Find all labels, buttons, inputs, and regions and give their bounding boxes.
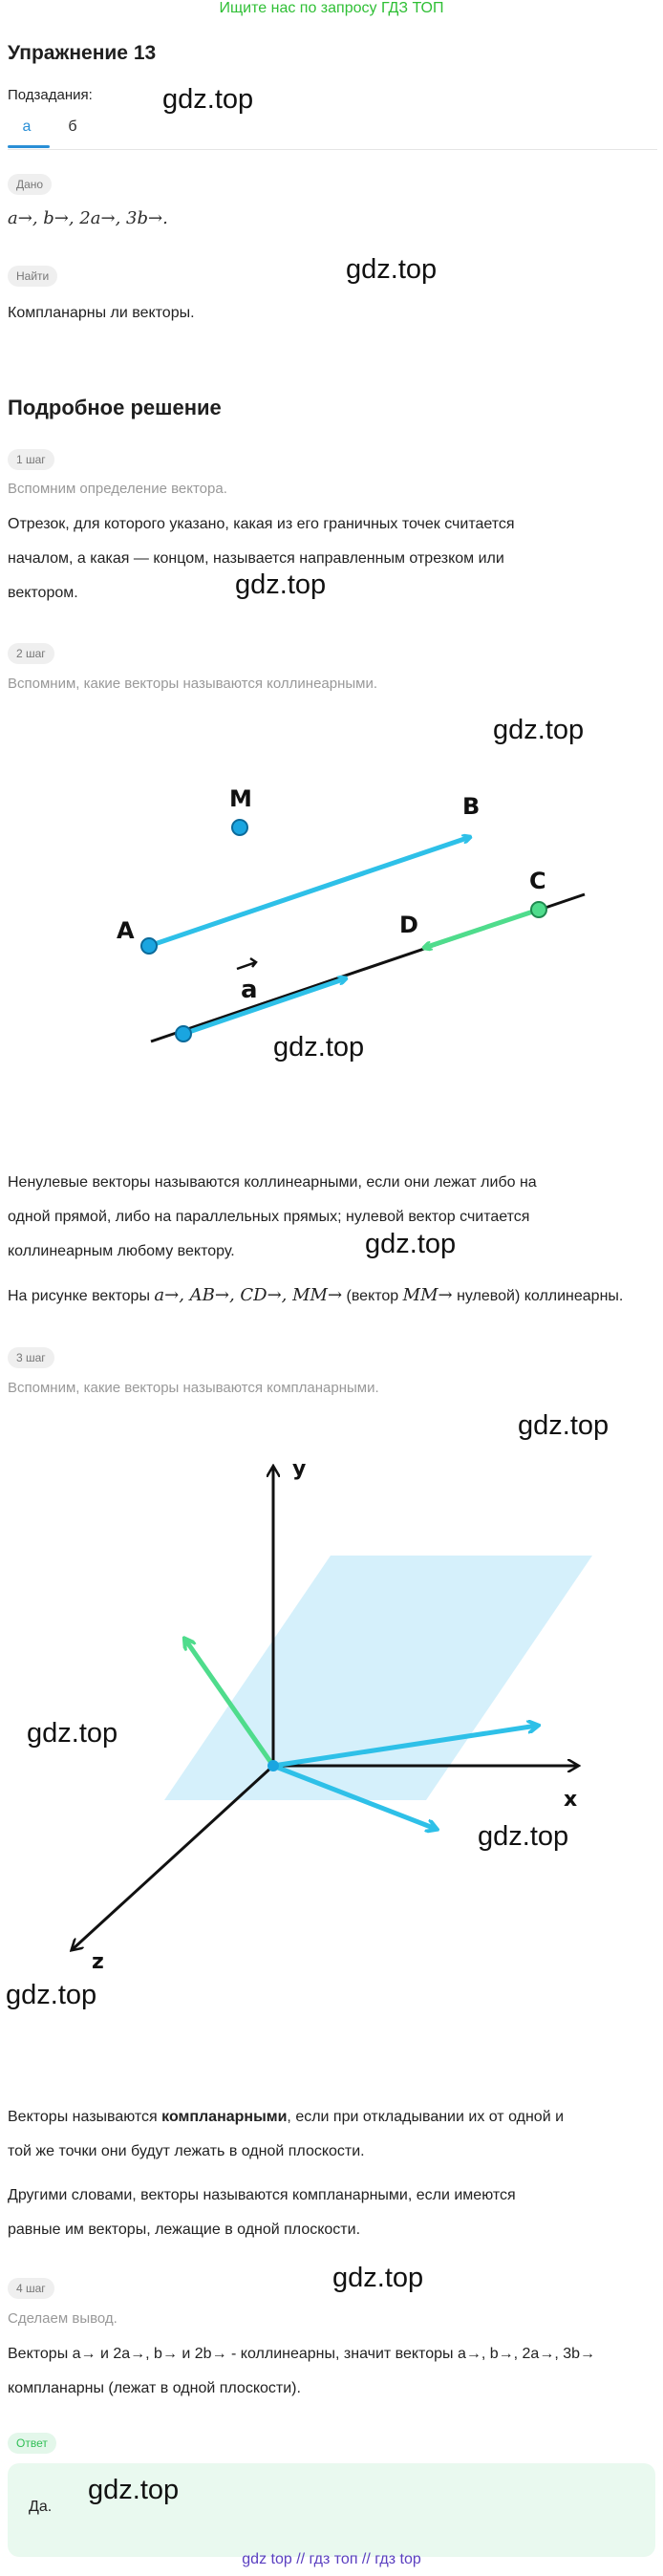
label-a: A	[117, 917, 135, 944]
vector-a	[183, 978, 346, 1034]
step4-badge: 4 шаг	[8, 2278, 54, 2299]
plane	[164, 1556, 592, 1800]
label-vector-a: a	[241, 976, 258, 1004]
top-banner[interactable]: Ищите нас по запросу ГДЗ ТОП	[219, 0, 444, 16]
watermark: gdz.top	[493, 715, 585, 745]
answer-badge: Ответ	[8, 2433, 56, 2454]
given-vectors: a→, b→, 2a→, 3b→.	[8, 208, 168, 228]
active-tab-indicator	[8, 145, 50, 148]
step3-other-line1: Другими словами, векторы называются компланарными, если имеются	[8, 2187, 516, 2203]
watermark: gdz.top	[88, 2475, 180, 2505]
answer-text: Да.	[29, 2499, 53, 2515]
figure-mid: (вектор	[346, 1288, 399, 1304]
label-m: M	[229, 785, 252, 812]
step2-line1: Ненулевые векторы называются коллинеарными, если они лежат либо на	[8, 1174, 537, 1191]
step3-hint: Вспомним, какие векторы называются компланарными.	[8, 1380, 379, 1396]
label-b: B	[462, 793, 481, 820]
coplanar-term: компланарными	[161, 2109, 288, 2125]
watermark: gdz.top	[365, 1229, 457, 1259]
step2-badge: 2 шаг	[8, 643, 54, 664]
step2-hint: Вспомним, какие векторы называются коллинеарными.	[8, 676, 378, 692]
vector-ab	[149, 837, 470, 946]
solution-title: Подробное решение	[8, 396, 222, 419]
step1-line3: вектором.	[8, 585, 78, 601]
step1-hint: Вспомним определение вектора.	[8, 481, 227, 497]
label-y: y	[292, 1457, 307, 1481]
step3-other-line2: равные им векторы, лежащие в одной плоскости.	[8, 2222, 361, 2238]
figure-suffix: нулевой) коллинеарны.	[457, 1288, 624, 1304]
tabs-divider	[8, 149, 657, 150]
label-vector-a-arrow	[237, 958, 256, 969]
step1-line1: Отрезок, для которого указано, какая из его граничных точек считается	[8, 516, 515, 532]
point-m	[232, 820, 247, 835]
figure-prefix: На рисунке векторы	[8, 1288, 150, 1304]
watermark: gdz.top	[332, 2263, 424, 2293]
watermark: gdz.top	[346, 254, 438, 285]
vector-cd	[424, 910, 539, 948]
label-x: x	[564, 1788, 578, 1812]
step3-badge: 3 шаг	[8, 1347, 54, 1368]
figure-vectors: a→, AB→, CD→, MM→	[154, 1285, 343, 1305]
step3-definition-line1: Векторы называются компланарными, если при откладывании их от одной и	[8, 2109, 565, 2125]
watermark: gdz.top	[518, 1410, 610, 1441]
find-badge: Найти	[8, 266, 57, 287]
watermark: gdz.top	[273, 1032, 365, 1063]
watermark: gdz.top	[27, 1718, 118, 1749]
subtasks-label: Подзадания:	[8, 87, 93, 103]
watermark: gdz.top	[478, 1821, 569, 1852]
point-a	[141, 938, 157, 954]
step4-conclusion-line1: Векторы a→ и 2a→, b→ и 2b→ - коллинеарны, значит векторы a→, b→, 2a→, 3b→	[8, 2346, 596, 2362]
step2-line3: коллинеарным любому вектору.	[8, 1243, 235, 1259]
origin-point	[267, 1760, 279, 1771]
step4-hint: Сделаем вывод.	[8, 2310, 118, 2327]
watermark: gdz.top	[235, 569, 327, 600]
figure-zero-vector: MM→	[402, 1285, 453, 1305]
page-title: Упражнение 13	[8, 42, 157, 64]
coplanar-figure	[0, 1433, 663, 1987]
tab-a[interactable]: а	[22, 118, 32, 135]
label-c: C	[529, 868, 546, 894]
step2-line2: одной прямой, либо на параллельных прямых; нулевой вектор считается	[8, 1209, 530, 1225]
point-a-vector-start	[176, 1026, 191, 1041]
step1-line2: началом, а какая — концом, называется направленным отрезком или	[8, 550, 504, 567]
point-c	[531, 902, 546, 917]
step2-figure-line	[8, 1278, 623, 1314]
find-text: Компланарны ли векторы.	[8, 305, 195, 321]
step4-conclusion-line2: компланарны (лежат в одной плоскости).	[8, 2380, 301, 2396]
tab-b[interactable]: б	[68, 118, 77, 135]
watermark: gdz.top	[6, 1980, 97, 2010]
footer-links[interactable]: gdz top // гдз топ // гдз top	[242, 2551, 421, 2567]
step1-badge: 1 шаг	[8, 449, 54, 470]
label-z: z	[92, 1950, 104, 1974]
step3-definition-line2: той же точки они будут лежать в одной плоскости.	[8, 2143, 365, 2159]
given-badge: Дано	[8, 174, 52, 195]
watermark: gdz.top	[162, 84, 254, 115]
label-d: D	[399, 912, 418, 938]
